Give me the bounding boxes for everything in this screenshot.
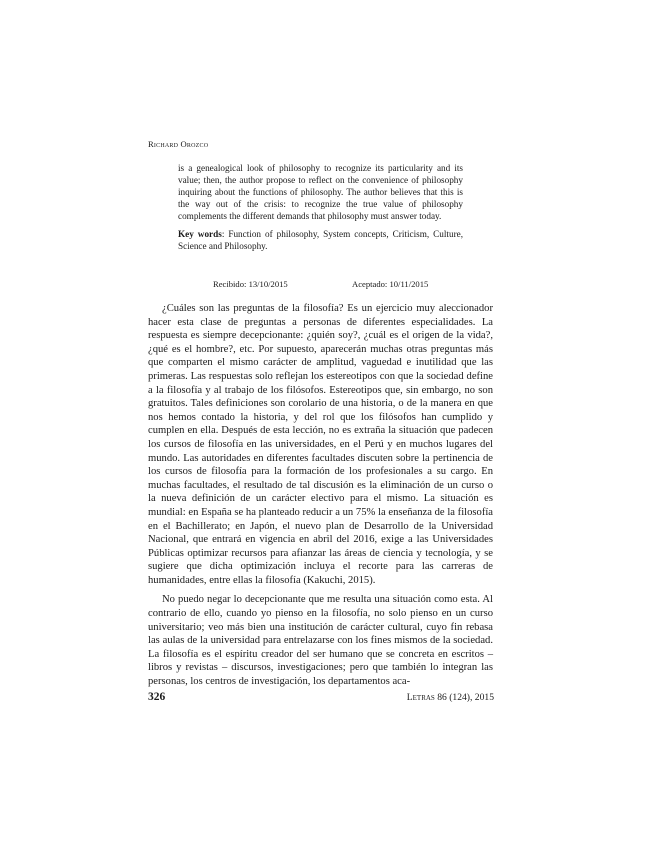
keywords-text: : Function of philosophy, System concepts, Criticism, Culture, Science and Philosophy.	[178, 229, 463, 251]
accepted-date: Aceptado: 10/11/2015	[352, 279, 429, 289]
abstract-block	[178, 162, 463, 252]
body-paragraph: No puedo negar lo decepcionante que me resulta una situación como esta. Al contrario de ello, cuando yo pienso en la filosofía, no solo pienso en un curso universitario; veo más bien una institución de carácter cultural, cuyo fin rebasa las aulas de la universidad para entrelazarse con los fines mismos de la sociedad. La filosofía es el espíritu creador del ser humano que se concreta en escritos – libros y revistas – discursos, investigaciones; pero que también lo integran las personas, los centros de investigación, los departamentos aca-	[148, 594, 493, 688]
article-body	[148, 302, 493, 689]
journal-name: Letras	[406, 692, 435, 703]
journal-issue: 86 (124), 2015	[437, 692, 494, 703]
received-date: Recibido: 13/10/2015	[213, 279, 288, 289]
keywords-label: Key words	[178, 229, 222, 239]
abstract-text: is a genealogical look of philosophy to recognize its particularity and its value; then, the author propose to reflect on the convenience of philosophy inquiring about the functions of philosophy. The author believes that this is the way out of the crisis: to recognize the true value of philosophy complements the different demands that philosophy must answer today.	[178, 163, 463, 221]
journal-reference	[387, 692, 494, 703]
keywords	[178, 228, 463, 252]
page-number: 326	[148, 691, 166, 703]
running-head: Richard Orozco	[148, 139, 209, 149]
body-paragraph: ¿Cuáles son las preguntas de la filosofía? Es un ejercicio muy aleccionador hacer esta clase de preguntas a personas de diferentes especialidades. La respuesta es siempre decepcionante: ¿quién soy?, ¿cuál es el origen de la vida?, ¿qué es el hombre?, etc. Por supuesto, aparecerán muchas otras preguntas más que comparten el mismo carácter de amplitud, vaguedad e inutilidad que las primeras. Las respuestas solo reflejan los estereotipos con que la sociedad define a la filosofía y al trabajo de los filósofos. Estereotipos que, sin embargo, no son gratuitos. Tales definiciones son corolario de una historia, o de la manera en que nos hemos contado la historia, y del rol que los filósofos han cumplido y cumplen en ella. Después de esta lección, no es extraña la situación que padecen los cursos de filosofía en las universidades, en el Perú y en muchos lugares del mundo. Las autoridades en diferentes facultades discuten sobre la pertinencia de los cursos de filosofía para la formación de los profesionales a su cargo. En muchas facultades, el resultado de tal discusión es la eliminación de un curso o la nueva definición de un carácter electivo para el mismo. La situación es mundial: en España se ha planteado reducir a un 75% la enseñanza de la filosofía en el Bachillerato; en Japón, el nuevo plan de Desarrollo de la Universidad Nacional, que entrará en vigencia en abril del 2016, exige a las Universidades Públicas optimizar recursos para afianzar las áreas de ciencia y tecnología, y se sugiere que dicha optimización incluya el recorte para las carreras de humanidades, entre ellas la filosofía (Kakuchi, 2015).	[148, 303, 493, 586]
